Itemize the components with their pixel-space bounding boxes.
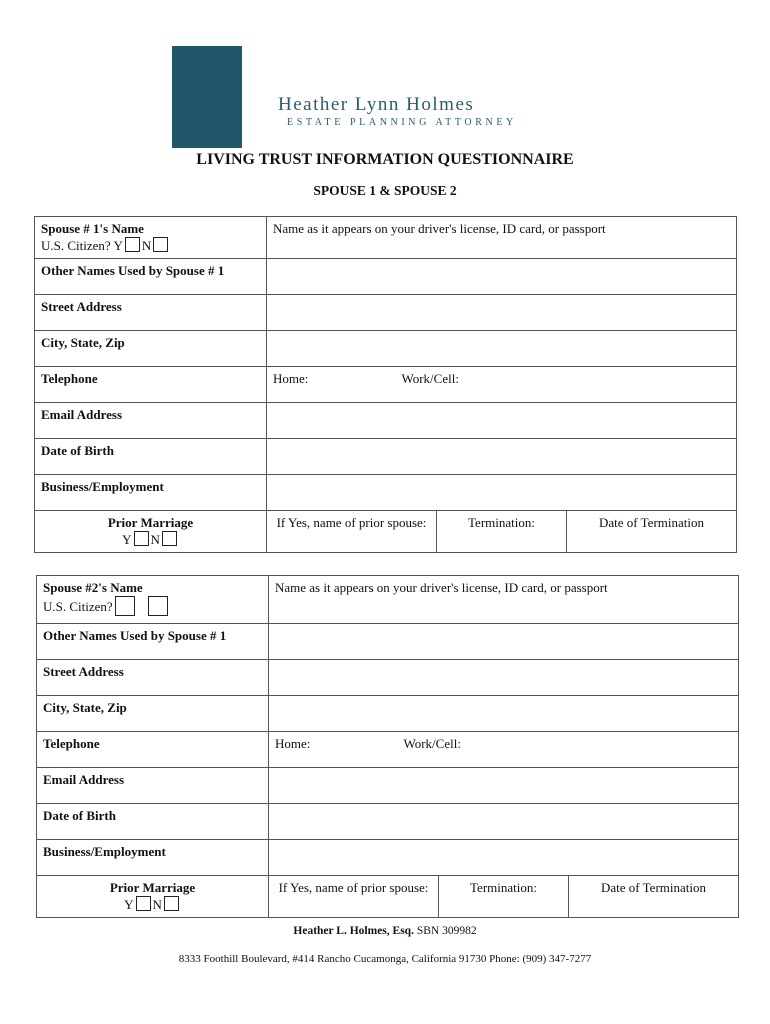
spouse2-business-field[interactable] [269, 840, 739, 876]
footer-name: Heather L. Holmes, Esq. [293, 925, 414, 937]
spouse2-prior-marriage-label: Prior Marriage [109, 880, 196, 895]
spouse1-citizen-label: U.S. Citizen? Y [41, 238, 123, 253]
spouse2-pm-yes-checkbox[interactable] [136, 896, 151, 911]
spouse2-pm-no-checkbox[interactable] [164, 896, 179, 911]
spouse2-name-cell [37, 576, 269, 624]
spouse2-dob-field[interactable] [269, 804, 739, 840]
footer-attorney [0, 925, 770, 937]
spouse2-home-field[interactable]: Home: [269, 732, 569, 768]
spouse2-email-label: Email Address [37, 768, 269, 804]
spouse1-work-label: Work/Cell: [401, 371, 459, 386]
spouse1-business-field[interactable] [267, 475, 737, 511]
spouse2-prior-marriage-cell [37, 876, 269, 918]
spouse2-date-termination-field[interactable]: Date of Termination [569, 876, 739, 918]
spouse1-work-field[interactable] [401, 367, 737, 403]
spouse1-prior-marriage-cell [35, 511, 267, 553]
spouse2-dob-label: Date of Birth [37, 804, 269, 840]
page-subtitle: SPOUSE 1 & SPOUSE 2 [313, 183, 457, 198]
spouse1-dob-label: Date of Birth [35, 439, 267, 475]
spouse1-email-field[interactable] [267, 403, 737, 439]
spouse2-street-field[interactable] [269, 660, 739, 696]
footer-address: 8333 Foothill Boulevard, #414 Rancho Cucamonga, California 91730 Phone: (909) 347-7277 [178, 953, 592, 965]
spouse1-dob-field[interactable] [267, 439, 737, 475]
spouse1-email-label: Email Address [35, 403, 267, 439]
spouse1-other-names-field[interactable] [267, 259, 737, 295]
spouse2-street-label: Street Address [37, 660, 269, 696]
spouse1-name-hint[interactable]: Name as it appears on your driver's license, ID card, or passport [267, 217, 737, 259]
spouse2-pm-y-label: Y [124, 897, 134, 912]
spouse1-street-label: Street Address [35, 295, 267, 331]
spouse2-table [36, 575, 739, 918]
spouse1-termination-field[interactable]: Termination: [437, 511, 567, 553]
spouse1-other-names-label: Other Names Used by Spouse # 1 [35, 259, 267, 295]
spouse1-business-label: Business/Employment [35, 475, 267, 511]
spouse2-termination-field[interactable]: Termination: [439, 876, 569, 918]
spouse2-prior-spouse-field[interactable]: If Yes, name of prior spouse: [269, 876, 439, 918]
spouse1-street-field[interactable] [267, 295, 737, 331]
spouse1-name-label: Spouse # 1's Name [41, 221, 144, 236]
spouse2-name-hint[interactable]: Name as it appears on your driver's license, ID card, or passport [269, 576, 739, 624]
page-title: LIVING TRUST INFORMATION QUESTIONNAIRE [196, 151, 574, 168]
spouse2-telephone-label: Telephone [37, 732, 269, 768]
logo-subtitle: ESTATE PLANNING ATTORNEY [287, 117, 517, 128]
spouse2-city-field[interactable] [269, 696, 739, 732]
spouse2-other-names-field[interactable] [269, 624, 739, 660]
spouse2-citizen-yes-checkbox[interactable] [115, 596, 135, 616]
spouse2-other-names-label: Other Names Used by Spouse # 1 [37, 624, 269, 660]
logo-block [172, 46, 242, 148]
spouse1-pm-yes-checkbox[interactable] [134, 531, 149, 546]
spouse2-citizen-label: U.S. Citizen? [43, 599, 113, 614]
spouse1-prior-spouse-field[interactable]: If Yes, name of prior spouse: [267, 511, 437, 553]
logo-name: Heather Lynn Holmes [278, 94, 475, 115]
spouse2-work-label: Work/Cell: [403, 736, 461, 751]
spouse1-pm-y-label: Y [122, 532, 132, 547]
spouse1-city-field[interactable] [267, 331, 737, 367]
spouse2-email-field[interactable] [269, 768, 739, 804]
spouse2-citizen-no-checkbox[interactable] [148, 596, 168, 616]
spouse2-work-field[interactable] [403, 732, 739, 768]
spouse1-citizen-yes-checkbox[interactable] [125, 237, 140, 252]
spouse1-pm-no-checkbox[interactable] [162, 531, 177, 546]
spouse1-citizen-n-label: N [141, 238, 152, 253]
spouse1-city-label: City, State, Zip [35, 331, 267, 367]
spouse1-prior-marriage-label: Prior Marriage [107, 515, 194, 530]
footer-sbn: SBN 309982 [416, 925, 477, 937]
spouse1-name-cell [35, 217, 267, 259]
spouse1-home-field[interactable]: Home: [267, 367, 567, 403]
spouse2-business-label: Business/Employment [37, 840, 269, 876]
spouse1-table [34, 216, 737, 553]
spouse2-city-label: City, State, Zip [37, 696, 269, 732]
spouse2-pm-n-label: N [152, 897, 162, 912]
spouse1-date-termination-field[interactable]: Date of Termination [567, 511, 737, 553]
spouse2-name-label: Spouse #2's Name [43, 580, 143, 595]
spouse1-citizen-no-checkbox[interactable] [153, 237, 168, 252]
spouse1-pm-n-label: N [150, 532, 160, 547]
spouse1-telephone-label: Telephone [35, 367, 267, 403]
